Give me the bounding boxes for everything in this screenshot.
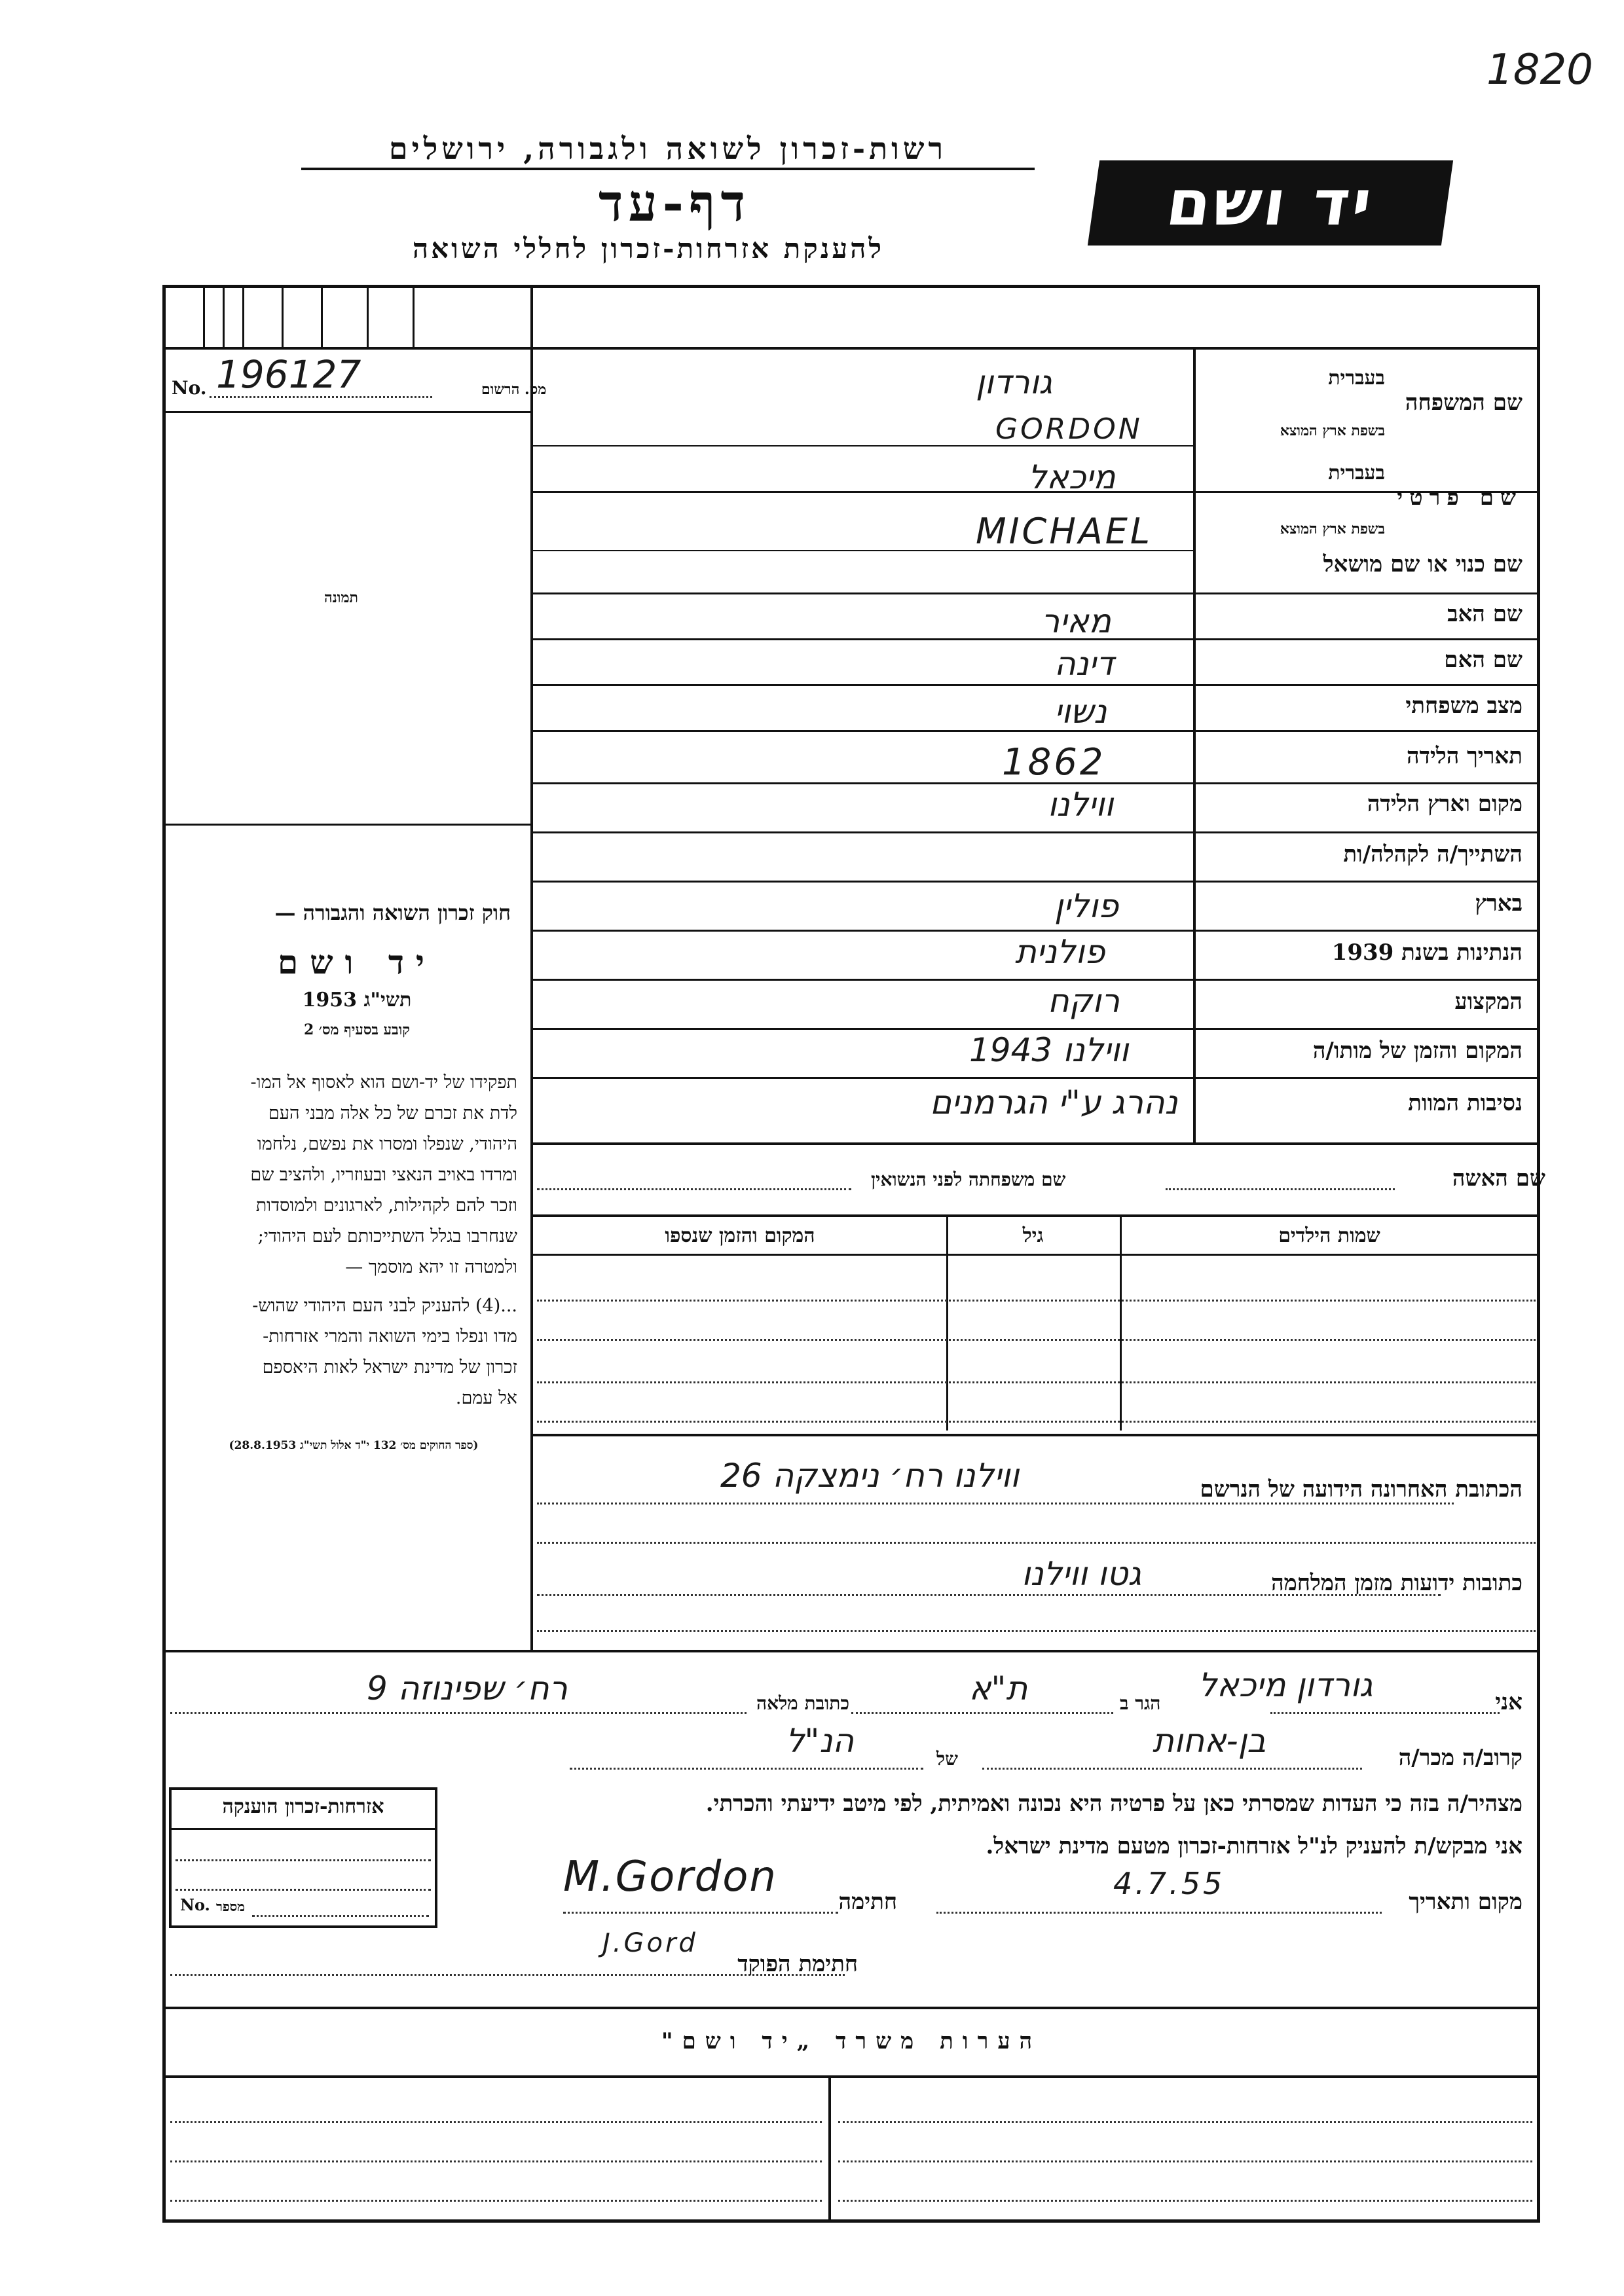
law-text	[196, 1067, 517, 1413]
of-value: הנ"ל	[786, 1722, 855, 1760]
grant-box-no-label: No.	[180, 1895, 210, 1914]
archive-number: 1820	[1486, 46, 1593, 94]
birthplace-label: מקום וארץ הלידה	[1367, 791, 1522, 817]
death-place-label: המקום והזמן של מותו/ה	[1312, 1038, 1522, 1064]
law-line: היהודי, שנפלו ומסרו את נפשם, נלחמו	[257, 1134, 517, 1154]
wife-maiden-label: שם משפחתה לפני הנשואין	[871, 1169, 1066, 1190]
war-address-label: כתובות ידועות מזמן המלחמה	[1271, 1570, 1522, 1596]
surname-hebrew-value: גורדון	[976, 363, 1052, 401]
father-value: מאיר	[1041, 602, 1111, 640]
divider	[1193, 347, 1196, 1142]
page-title: דף-עד	[599, 173, 750, 233]
law-clause: קובע בסעיף מס׳ 2	[303, 1021, 411, 1038]
yad-vashem-logo	[1088, 160, 1453, 246]
firstname-hebrew-label: בעברית	[1328, 462, 1385, 484]
birthplace-value: ווילנו	[1048, 786, 1114, 824]
children-col-names: שמות הילדים	[1278, 1224, 1380, 1247]
community-label: השתייך/ה לקהלה/ות	[1343, 841, 1522, 867]
last-address-label: הכתובת האחרונה הידועה של הנרשם	[1200, 1476, 1522, 1503]
country-value: פולין	[1054, 887, 1119, 925]
wife-label: שם האשה	[1452, 1165, 1545, 1192]
statement-1: מצהיר/ה בזה כי העדות שמסרתי כאן על פרטיה היא נכונה ואמיתית, לפי מיטב ידיעתי והכרתי.	[705, 1791, 1522, 1817]
birthdate-label: תאריך הלידה	[1406, 743, 1522, 769]
officer-signature-label: חתימת הפוקד	[737, 1951, 858, 1977]
country-label: בארץ	[1475, 890, 1522, 917]
children-col-age: גיל	[1022, 1224, 1044, 1247]
law-title: חוק זכרון השואה והגבורה —	[274, 900, 511, 925]
law-name: יד ושם	[278, 943, 436, 981]
law-line: וזכר להם לקהילות, לארגונים ולמוסדות	[255, 1195, 517, 1216]
war-address-value: גטו ווילנו	[1022, 1555, 1142, 1593]
law-line: שנחרבו בגלל השתייכותם לעם היהודי;	[257, 1226, 517, 1247]
page-subtitle: להענקת אזרחות-זכרון לחללי השואה	[412, 232, 885, 264]
law-line: ומרדו באויב הנאצי ובעוזריו, ולהציב שם	[250, 1165, 517, 1185]
signature-label: חתימה	[838, 1889, 897, 1915]
resident-value: ת"א	[969, 1669, 1028, 1707]
divider	[530, 285, 533, 1650]
law-line: זכרון של מדינת ישראל לאות היאספם	[262, 1357, 517, 1377]
marital-value: נשוי	[1054, 693, 1107, 731]
resident-label: הגר ב	[1120, 1692, 1161, 1714]
firstname-country-lang-label: בשפת ארץ המוצא	[1280, 520, 1385, 538]
surname-hebrew-label: בעברית	[1328, 367, 1385, 390]
law-year: תשי"ג 1953	[302, 989, 412, 1011]
grant-box-title: אזרחות-זכרון הוענקה	[222, 1795, 384, 1818]
law-line: מדו ונפלו בימי השואה והמרי אזרחות-	[263, 1326, 517, 1347]
full-address-value: רח׳ שפינוזה 9	[367, 1669, 568, 1707]
citizenship-label: הנתינות בשנת 1939	[1331, 939, 1522, 966]
nickname-label: שם כנוי או שם מושאל	[1323, 551, 1522, 577]
reg-label: מס. הרשום	[481, 381, 547, 398]
birthdate-value: 1862	[1002, 741, 1106, 784]
authority-title: רשות-זכרון לשואה ולגבורה, ירושלים	[301, 131, 1035, 170]
place-date-label: מקום ותאריך	[1409, 1889, 1522, 1915]
firstname-hebrew-value: מיכאל	[1028, 458, 1116, 496]
declarant-value: גורדון מיכאל	[1198, 1666, 1373, 1704]
officer-signature-value: J.Gord	[602, 1928, 698, 1958]
law-line: ולמטרה זו יהא מוסמך —	[345, 1257, 517, 1277]
firstname-latin-value: MICHAEL	[976, 511, 1153, 552]
surname-latin-value: GORDON	[995, 412, 1143, 446]
divider	[162, 347, 1540, 350]
law-line: תפקידו של יד-ושם הוא לאסוף אל המו-	[250, 1072, 517, 1093]
law-line: אל עמם.	[455, 1388, 517, 1408]
photo-label: תמונה	[324, 589, 358, 606]
death-cause-label: נסיבות המוות	[1408, 1090, 1522, 1116]
marital-label: מצב משפחתי	[1405, 693, 1522, 719]
remarks-title: הערות משרד „יד ושם"	[661, 2028, 1042, 2054]
death-place-value: ווילנו 1943	[969, 1031, 1129, 1069]
surname-label: שם המשפחה	[1405, 390, 1522, 416]
last-address-value: ווילנו רח׳ נימצקה 26	[720, 1457, 1020, 1495]
grant-box-number-label: מספר	[216, 1899, 245, 1914]
firstname-label: שם פרטי	[1397, 484, 1522, 511]
citizenship-value: פולנית	[1015, 933, 1105, 971]
place-date-value: 4.7.55	[1113, 1866, 1225, 1901]
death-cause-value: נהרג ע"י הגרמנים	[930, 1084, 1178, 1121]
full-address-label: כתובת מלאה	[756, 1692, 850, 1714]
father-label: שם האב	[1447, 601, 1522, 627]
mother-label: שם האם	[1444, 647, 1522, 673]
declarant-label: אני	[1495, 1689, 1522, 1715]
law-line: ...(4) להעניק לבני העם היהודי שהוש-	[252, 1296, 517, 1316]
reg-number: 196127	[216, 352, 361, 397]
logo-text: יד ושם	[1162, 166, 1379, 240]
law-source: (ספר החוקים מס׳ 132 י"ד אלול תשי"ג 28.8.1953)	[229, 1439, 479, 1452]
statement-2: אני מבקש/ת להעניק לנ"ל אזרחות-זכרון מטעם מדינת ישראל.	[986, 1833, 1522, 1859]
reg-no-label: No.	[172, 377, 207, 399]
profession-value: רוקח	[1048, 982, 1120, 1020]
profession-label: המקצוע	[1454, 989, 1522, 1015]
signature-value: M.Gordon	[563, 1853, 777, 1901]
children-col-place: המקום והזמן שנספו	[665, 1224, 815, 1247]
law-line: לדת את זכרם של כל אלה מבני העם	[268, 1103, 517, 1123]
of-label: של	[936, 1748, 958, 1770]
relative-label: קרוב/ה מכר/ה	[1398, 1745, 1522, 1771]
mother-value: דינה	[1054, 645, 1115, 683]
surname-country-lang-label: בשפת ארץ המוצא	[1280, 422, 1385, 439]
relative-value: בן-אחות	[1153, 1722, 1266, 1760]
